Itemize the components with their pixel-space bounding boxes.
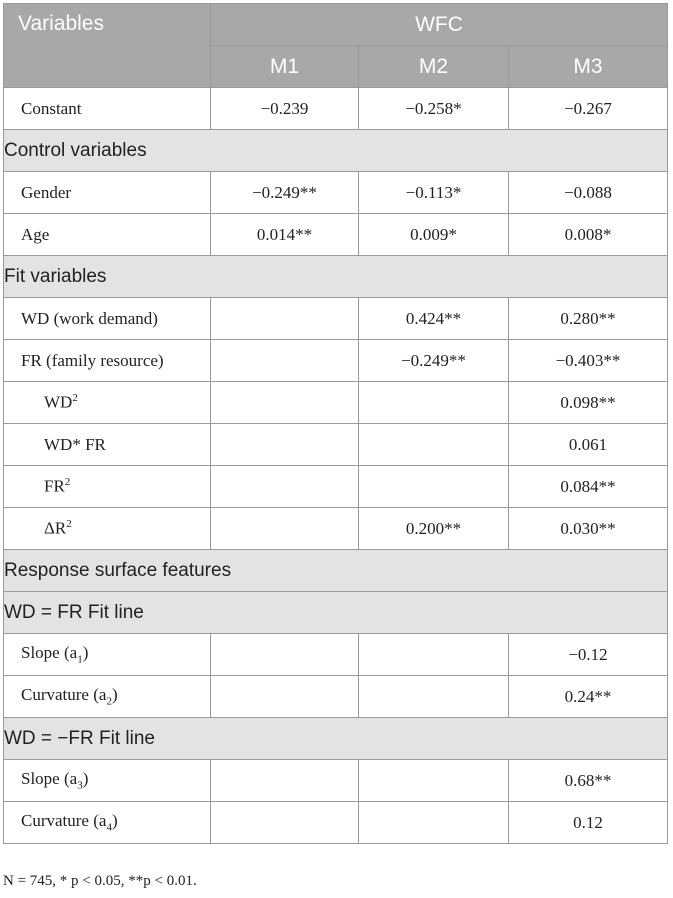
table-footnote: N = 745, * p < 0.05, **p < 0.01. bbox=[3, 873, 197, 889]
row-label bbox=[4, 634, 211, 676]
cell-m3: −0.12 bbox=[509, 634, 668, 676]
cell-m2: −0.113* bbox=[359, 172, 509, 214]
row-slope-a1 bbox=[4, 634, 668, 676]
cell-m3: 0.68** bbox=[509, 760, 668, 802]
label-close: ) bbox=[111, 811, 118, 831]
label-sup: 2 bbox=[66, 518, 72, 531]
cell-m1 bbox=[211, 466, 359, 508]
cell-m2 bbox=[359, 760, 509, 802]
cell-m1: −0.249** bbox=[211, 172, 359, 214]
header-m3: M3 bbox=[509, 46, 668, 88]
cell-m1 bbox=[211, 424, 359, 466]
label-close: ) bbox=[82, 643, 89, 663]
row-fr2 bbox=[4, 466, 668, 508]
cell-m1 bbox=[211, 382, 359, 424]
section-fit-line-2 bbox=[4, 718, 668, 760]
cell-m3: 0.098** bbox=[509, 382, 668, 424]
header-m1: M1 bbox=[211, 46, 359, 88]
cell-m2: 0.009* bbox=[359, 214, 509, 256]
label-close: ) bbox=[111, 685, 118, 705]
label-sup: 2 bbox=[72, 392, 78, 405]
row-label: Constant bbox=[4, 88, 211, 130]
row-label bbox=[4, 760, 211, 802]
label-text: Slope (a bbox=[21, 769, 78, 789]
cell-m1 bbox=[211, 634, 359, 676]
section-label: Response surface features bbox=[4, 550, 668, 592]
section-control bbox=[4, 130, 668, 172]
cell-m2 bbox=[359, 802, 509, 844]
row-gender bbox=[4, 172, 668, 214]
row-wdfr bbox=[4, 424, 668, 466]
cell-m3: 0.12 bbox=[509, 802, 668, 844]
cell-m2: 0.424** bbox=[359, 298, 509, 340]
label-close: ) bbox=[82, 769, 89, 789]
cell-m1 bbox=[211, 298, 359, 340]
row-curvature-a4 bbox=[4, 802, 668, 844]
row-label: Age bbox=[4, 214, 211, 256]
header-wfc: WFC bbox=[211, 4, 668, 46]
cell-m1 bbox=[211, 802, 359, 844]
section-surface bbox=[4, 550, 668, 592]
section-label: Fit variables bbox=[4, 256, 668, 298]
label-text: FR bbox=[44, 476, 65, 496]
label-sub: 2 bbox=[106, 695, 112, 708]
label-sub: 3 bbox=[77, 779, 83, 792]
label-sub: 4 bbox=[106, 821, 112, 834]
label-text: WD bbox=[44, 392, 73, 412]
row-age bbox=[4, 214, 668, 256]
cell-m1 bbox=[211, 760, 359, 802]
row-constant bbox=[4, 88, 668, 130]
row-fr bbox=[4, 340, 668, 382]
cell-m3: −0.403** bbox=[509, 340, 668, 382]
header-row-1 bbox=[4, 4, 668, 46]
label-sub: 1 bbox=[77, 653, 83, 666]
cell-m2 bbox=[359, 382, 509, 424]
row-slope-a3 bbox=[4, 760, 668, 802]
cell-m2: −0.258* bbox=[359, 88, 509, 130]
row-label bbox=[4, 466, 211, 508]
row-wd bbox=[4, 298, 668, 340]
cell-m2 bbox=[359, 466, 509, 508]
cell-m2: −0.249** bbox=[359, 340, 509, 382]
cell-m2 bbox=[359, 424, 509, 466]
label-text: Curvature (a bbox=[21, 811, 107, 831]
cell-m1 bbox=[211, 340, 359, 382]
row-label: FR (family resource) bbox=[4, 340, 211, 382]
section-fit bbox=[4, 256, 668, 298]
row-label: WD (work demand) bbox=[4, 298, 211, 340]
row-label: Gender bbox=[4, 172, 211, 214]
cell-m1: −0.239 bbox=[211, 88, 359, 130]
row-delta-r2 bbox=[4, 508, 668, 550]
cell-m3: −0.088 bbox=[509, 172, 668, 214]
row-wd2 bbox=[4, 382, 668, 424]
cell-m2 bbox=[359, 676, 509, 718]
row-label bbox=[4, 382, 211, 424]
cell-m3: 0.280** bbox=[509, 298, 668, 340]
cell-m3: 0.008* bbox=[509, 214, 668, 256]
cell-m3: 0.084** bbox=[509, 466, 668, 508]
cell-m2: 0.200** bbox=[359, 508, 509, 550]
row-label bbox=[4, 676, 211, 718]
cell-m3: 0.24** bbox=[509, 676, 668, 718]
header-m2: M2 bbox=[359, 46, 509, 88]
row-label: WD* FR bbox=[4, 424, 211, 466]
cell-m3: 0.030** bbox=[509, 508, 668, 550]
header-variables: Variables bbox=[4, 4, 211, 88]
label-text: Curvature (a bbox=[21, 685, 107, 705]
row-curvature-a2 bbox=[4, 676, 668, 718]
cell-m3: −0.267 bbox=[509, 88, 668, 130]
cell-m1 bbox=[211, 676, 359, 718]
row-label bbox=[4, 508, 211, 550]
row-label bbox=[4, 802, 211, 844]
regression-table bbox=[3, 3, 668, 844]
cell-m2 bbox=[359, 634, 509, 676]
section-label: WD = −FR Fit line bbox=[4, 718, 668, 760]
cell-m1: 0.014** bbox=[211, 214, 359, 256]
label-text: Slope (a bbox=[21, 643, 78, 663]
cell-m3: 0.061 bbox=[509, 424, 668, 466]
section-label: WD = FR Fit line bbox=[4, 592, 668, 634]
label-text: ΔR bbox=[44, 518, 67, 538]
label-sup: 2 bbox=[64, 476, 71, 489]
section-fit-line-1 bbox=[4, 592, 668, 634]
cell-m1 bbox=[211, 508, 359, 550]
section-label: Control variables bbox=[4, 130, 668, 172]
